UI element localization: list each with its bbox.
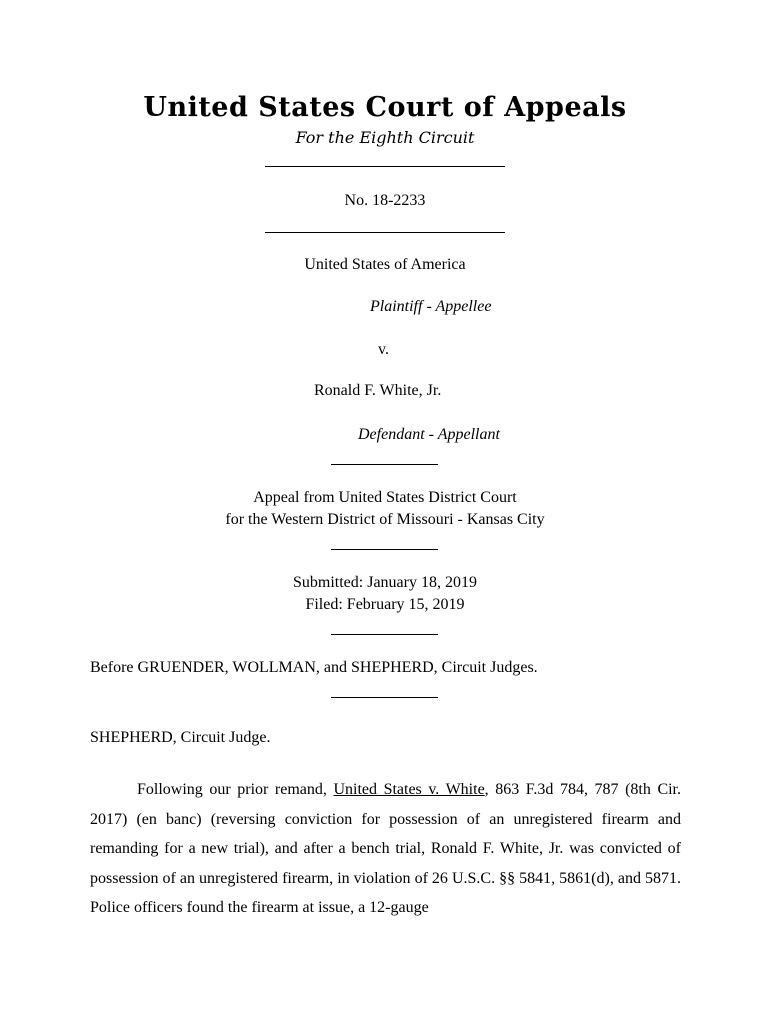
case-number: No. 18-2233 <box>344 192 426 209</box>
defendant-role: Defendant - Appellant <box>358 426 500 443</box>
appeal-line-2: for the Western District of Missouri - Kansas City <box>225 511 545 528</box>
divider <box>331 634 438 635</box>
divider <box>265 166 505 167</box>
divider <box>331 549 438 550</box>
panel-judges: Before GRUENDER, WOLLMAN, and SHEPHERD, Circuit Judges. <box>90 659 538 676</box>
opinion-paragraph <box>90 775 681 923</box>
filed-date: Filed: February 15, 2019 <box>305 596 465 613</box>
divider <box>331 464 438 465</box>
submitted-date: Submitted: January 18, 2019 <box>293 574 477 591</box>
case-citation: United States v. White <box>333 781 485 798</box>
plaintiff-role: Plaintiff - Appellee <box>370 298 492 315</box>
court-name: United States Court of Appeals <box>143 92 627 123</box>
opinion-author: SHEPHERD, Circuit Judge. <box>90 729 271 746</box>
defendant-name: Ronald F. White, Jr. <box>314 382 442 399</box>
divider <box>265 232 505 233</box>
versus: v. <box>378 341 389 358</box>
appeal-line-1: Appeal from United States District Court <box>253 489 517 506</box>
plaintiff-name: United States of America <box>304 256 466 273</box>
divider <box>331 697 438 698</box>
opinion-intro: Following our prior remand, <box>137 781 334 798</box>
circuit-name: For the Eighth Circuit <box>295 128 475 147</box>
opinion-text: , 863 F.3d 784, 787 (8th Cir. 2017) (en banc) (reversing conviction for possession of an unregistered firearm and remanding for a new trial), and after a bench trial, Ronald F. White, Jr. was convicted of possession of an unregistered firearm, in violation of 26 U.S.C. §§ 5841, 5861(d), and 5871. Police officers found the firearm at issue, a 12-gauge <box>90 781 681 916</box>
